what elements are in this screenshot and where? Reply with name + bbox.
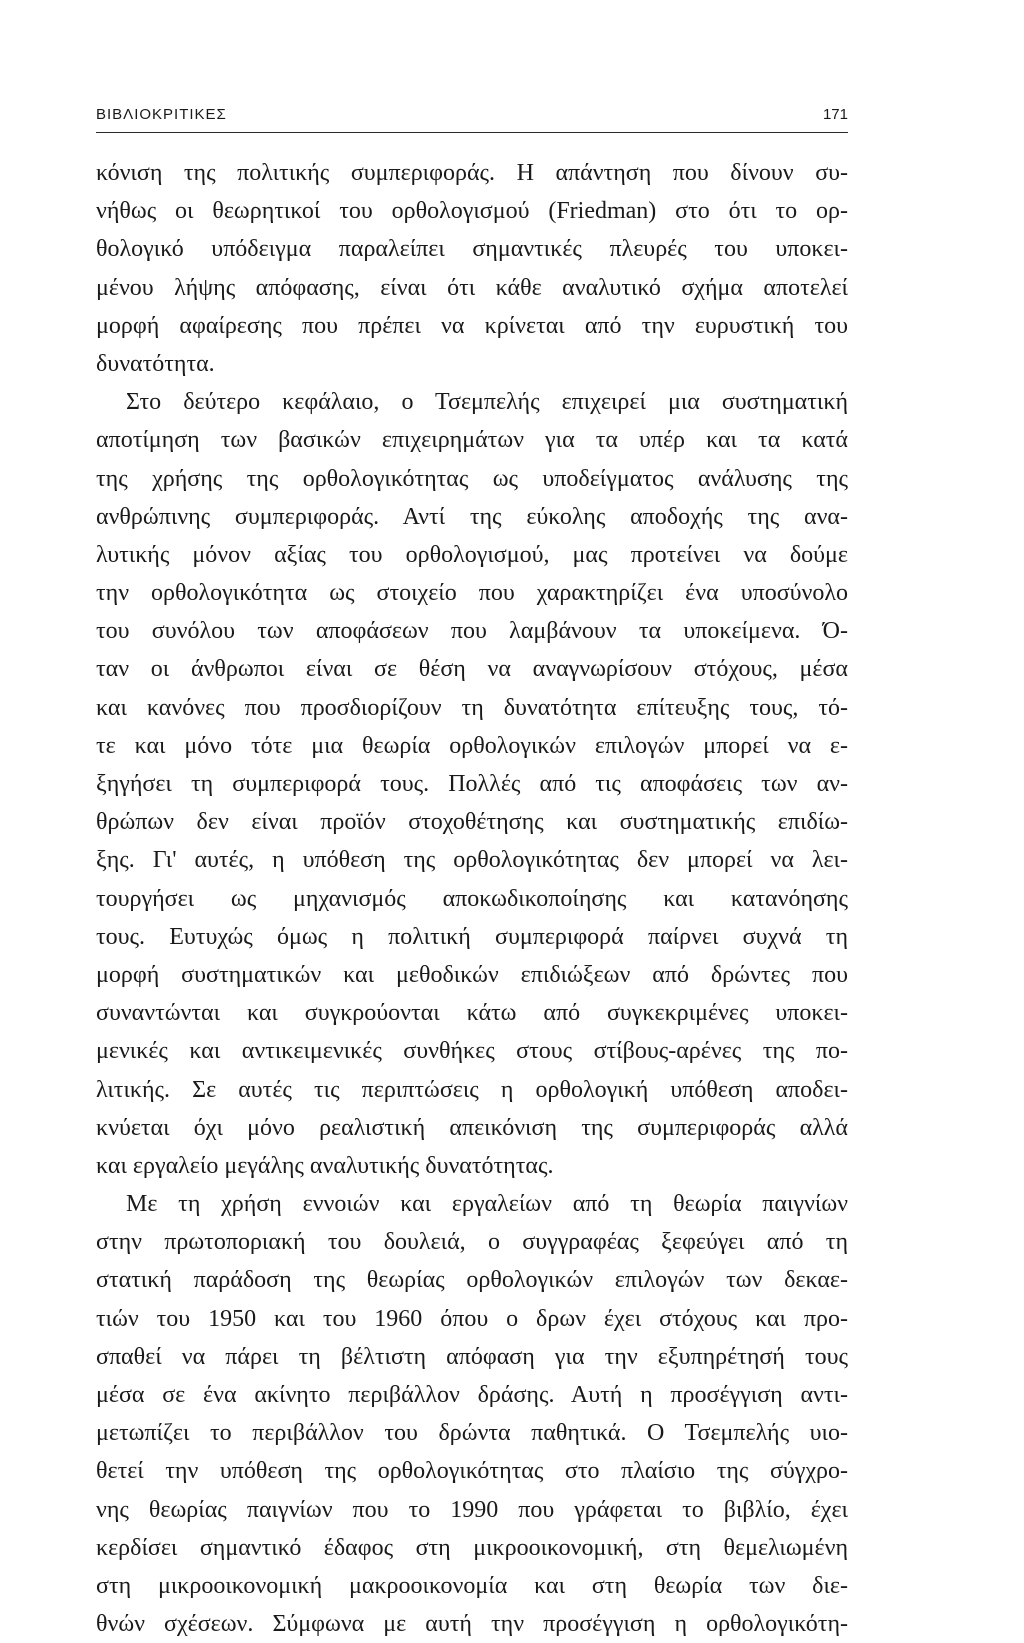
text-line: θετεί την υπόθεση της ορθολογικότητας στο πλαίσιο της σύγχρο- — [96, 1458, 848, 1485]
text-line: δυνατότητα. — [96, 350, 215, 377]
text-line: μορφή αφαίρεσης που πρέπει να κρίνεται από την ευρυστική του — [96, 312, 848, 339]
text-line: θνών σχέσεων. Σύμφωνα με αυτή την προσέγγιση η ορθολογικότη- — [96, 1611, 848, 1638]
text-line: κερδίσει σημαντικό έδαφος στη μικροοικονομική, στη θεμελιωμένη — [96, 1534, 848, 1561]
text-line: μέσα σε ένα ακίνητο περιβάλλον δράσης. Αυτή η προσέγγιση αντι- — [96, 1382, 848, 1408]
text-line: τε και μόνο τότε μια θεωρία ορθολογικών επιλογών μπορεί να ε- — [96, 732, 848, 759]
text-line: τιών του 1950 και του 1960 όπου ο δρων έχει στόχους και προ- — [96, 1305, 848, 1332]
text-line: λυτικής μόνον αξίας του ορθολογισμού, μας προτείνει να δούμε — [96, 541, 848, 568]
text-line: κνύεται όχι μόνο ρεαλιστική απεικόνιση της συμπεριφοράς αλλά — [96, 1114, 848, 1141]
body-text — [96, 154, 848, 1643]
text-line: στην πρωτοποριακή του δουλειά, ο συγγραφέας ξεφεύγει από τη — [96, 1229, 848, 1256]
text-line: του συνόλου των αποφάσεων που λαμβάνουν τα υποκείμενα. Ό- — [96, 618, 848, 645]
text-line: αποτίμηση των βασικών επιχειρημάτων για τα υπέρ και τα κατά — [96, 427, 848, 454]
page-number: 171 — [822, 106, 848, 123]
text-line: μένου λήψης απόφασης, είναι ότι κάθε αναλυτικό σχήμα αποτελεί — [96, 274, 848, 301]
text-line: Με τη χρήση εννοιών και εργαλείων από τη θεωρία παιγνίων — [126, 1191, 848, 1218]
text-line: ανθρώπινης συμπεριφοράς. Αντί της εύκολης αποδοχής της ανα- — [96, 503, 848, 530]
running-title: ΒΙΒΛΙΟΚΡΙΤΙΚΕΣ — [96, 106, 227, 123]
text-line: κόνιση της πολιτικής συμπεριφοράς. Η απάντηση που δίνουν συ- — [96, 160, 848, 186]
text-line: στατική παράδοση της θεωρίας ορθολογικών επιλογών των δεκαε- — [96, 1267, 848, 1294]
text-line: νης θεωρίας παιγνίων που το 1990 που γράφεται το βιβλίο, έχει — [96, 1496, 848, 1523]
text-line: λιτικής. Σε αυτές τις περιπτώσεις η ορθολογική υπόθεση αποδει- — [96, 1076, 848, 1103]
text-line: μορφή συστηματικών και μεθοδικών επιδιώξεων από δρώντες που — [96, 961, 848, 988]
text-line: νήθως οι θεωρητικοί του ορθολογισμού (Friedman) στο ότι το ορ- — [96, 198, 848, 225]
text-line: συναντώνται και συγκρούονται κάτω από συγκεκριμένες υποκει- — [96, 1000, 848, 1027]
text-line: και κανόνες που προσδιορίζουν τη δυνατότητα επίτευξης τους, τό- — [96, 694, 848, 721]
text-line: ξηγήσει τη συμπεριφορά τους. Πολλές από τις αποφάσεις των αν- — [96, 771, 848, 797]
running-head — [96, 100, 848, 133]
text-line: Στο δεύτερο κεφάλαιο, ο Τσεμπελής επιχειρεί μια συστηματική — [126, 389, 848, 416]
text-line: της χρήσης της ορθολογικότητας ως υποδείγματος ανάλυσης της — [96, 465, 848, 492]
text-line: και εργαλείο μεγάλης αναλυτικής δυνατότητας. — [96, 1152, 554, 1179]
text-line: θρώπων δεν είναι προϊόν στοχοθέτησης και συστηματικής επιδίω- — [96, 809, 848, 836]
text-line: μενικές και αντικειμενικές συνθήκες στους στίβους-αρένες της πο- — [96, 1038, 848, 1065]
text-line: σπαθεί να πάρει τη βέλτιστη απόφαση για την εξυπηρέτησή τους — [96, 1343, 848, 1370]
text-line: την ορθολογικότητα ως στοιχείο που χαρακτηρίζει ένα υποσύνολο — [96, 580, 848, 607]
text-line: ξης. Γι' αυτές, η υπόθεση της ορθολογικότητας δεν μπορεί να λει- — [96, 847, 848, 874]
text-line: στη μικροοικονομική μακροοικονομία και στη θεωρία των διε- — [96, 1572, 848, 1599]
text-line: ταν οι άνθρωποι είναι σε θέση να αναγνωρίσουν στόχους, μέσα — [96, 656, 848, 683]
text-line: τους. Ευτυχώς όμως η πολιτική συμπεριφορά παίρνει συχνά τη — [96, 923, 848, 950]
text-line: μετωπίζει το περιβάλλον του δρώντα παθητικά. Ο Τσεμπελής υιο- — [96, 1420, 848, 1447]
text-line: τουργήσει ως μηχανισμός αποκωδικοποίησης και κατανόησης — [96, 885, 848, 912]
text-line: θολογικό υπόδειγμα παραλείπει σημαντικές πλευρές του υποκει- — [96, 236, 848, 263]
